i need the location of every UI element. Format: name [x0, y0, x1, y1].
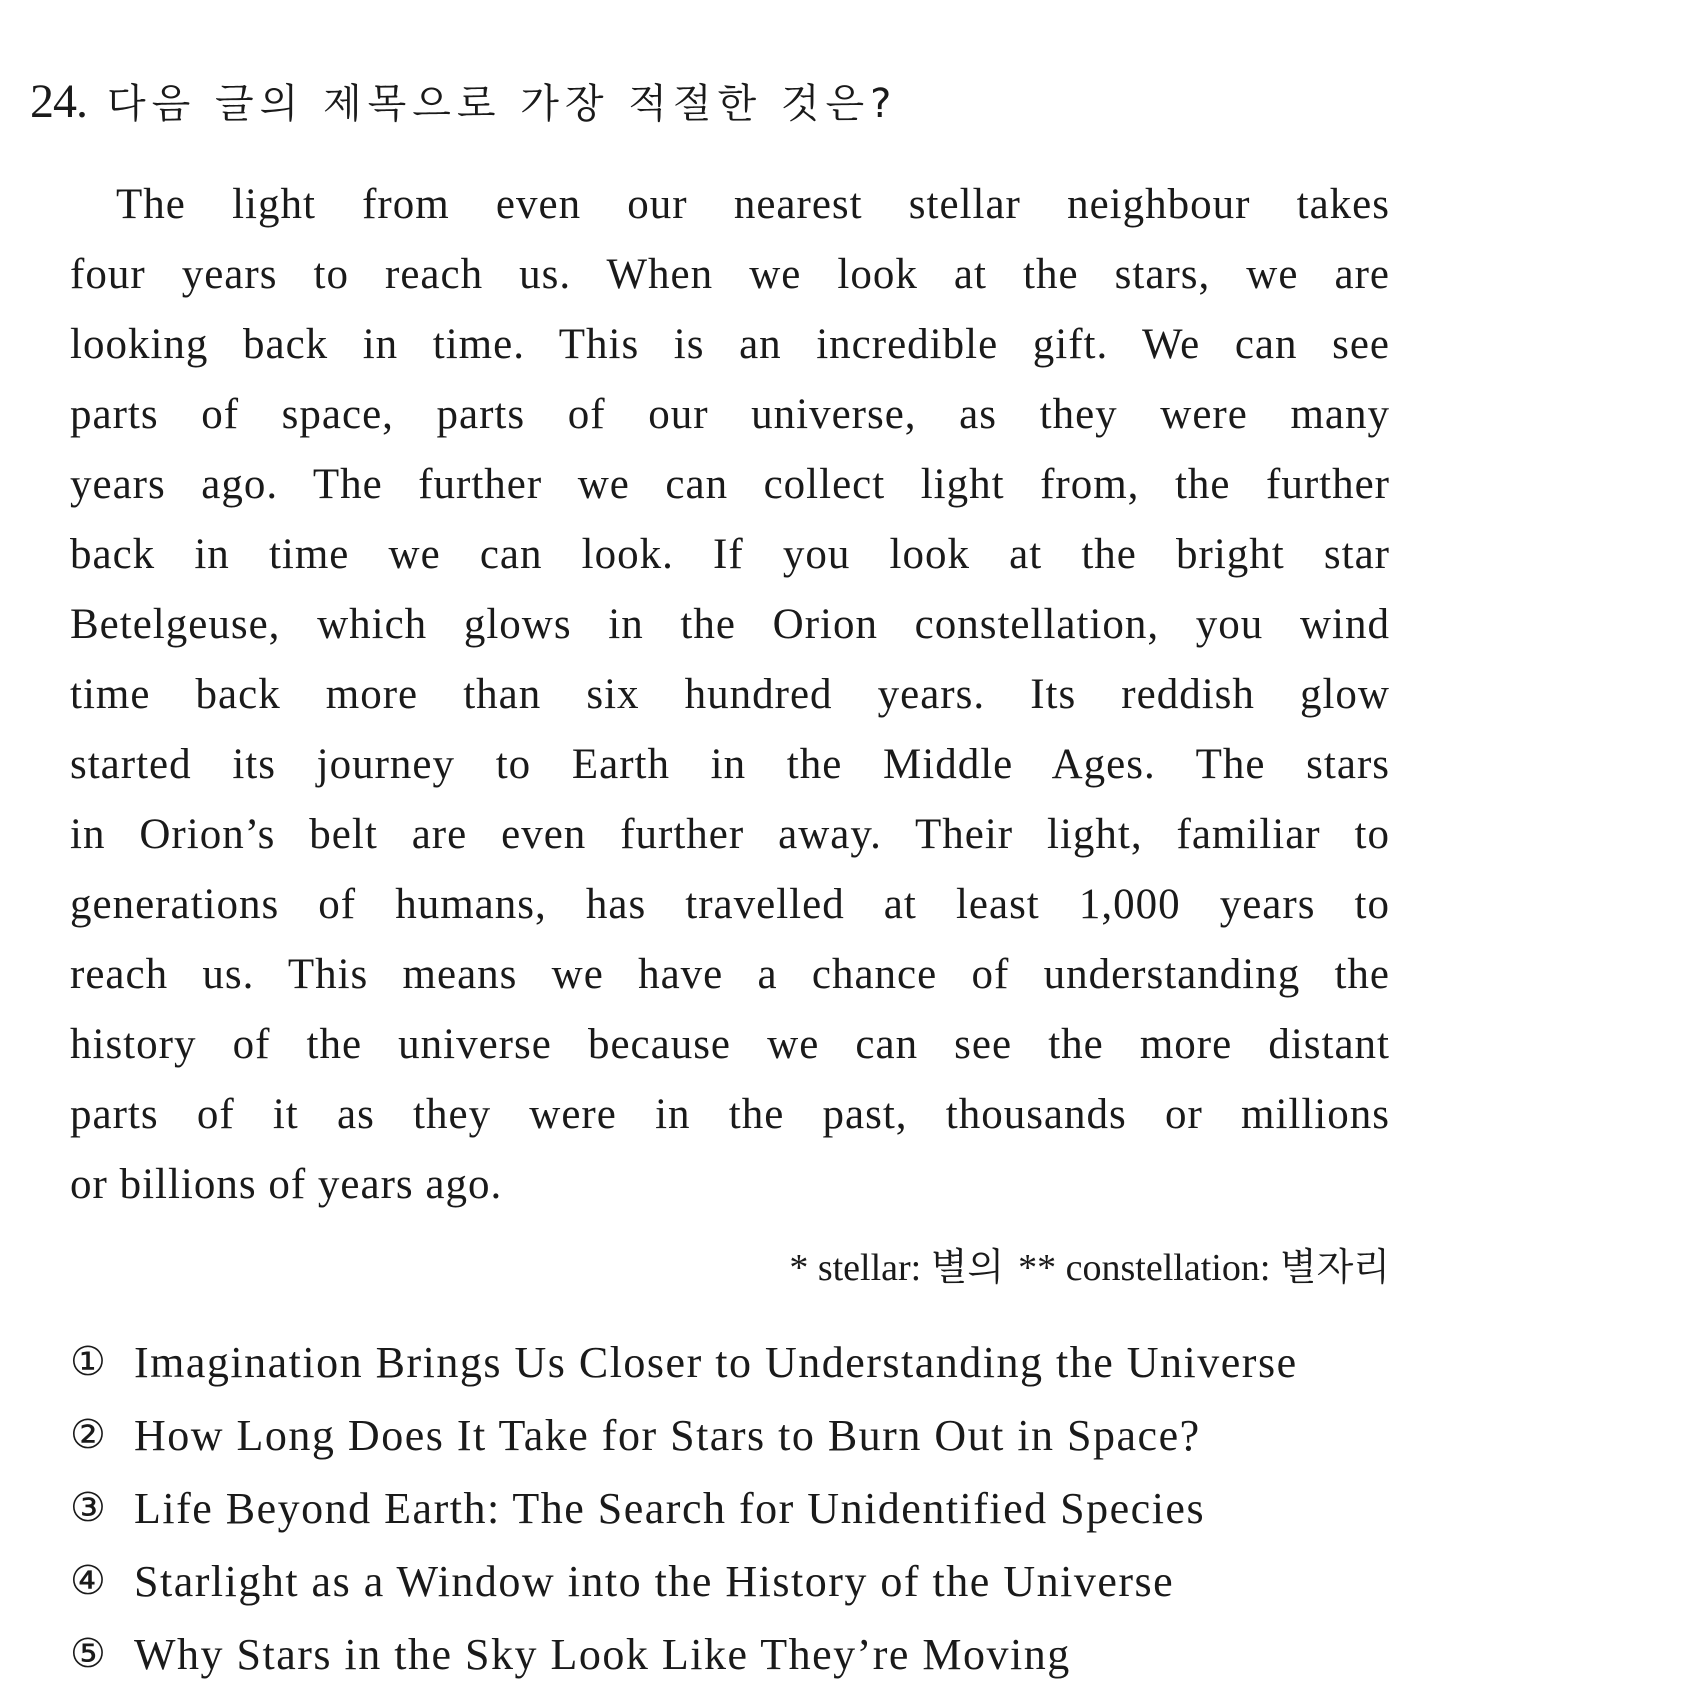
passage-line: parts of space, parts of our universe, as they were many	[70, 391, 1390, 438]
answer-option-5[interactable]	[70, 1618, 1400, 1691]
passage-line: years ago. The further we can collect light from, the further	[70, 461, 1390, 508]
passage-line: parts of it as they were in the past, thousands or millions	[70, 1091, 1390, 1138]
passage-line: started its journey to Earth in the Middle Ages. The stars	[70, 741, 1390, 788]
answer-option-1[interactable]	[70, 1326, 1400, 1399]
option-text: Life Beyond Earth: The Search for Unidentified Species	[134, 1484, 1206, 1533]
passage-line: The light from even our nearest stellar neighbour takes	[116, 181, 1390, 228]
passage-line: generations of humans, has travelled at least 1,000 years to	[70, 881, 1390, 928]
passage-line: looking back in time. This is an incredible gift. We can see	[70, 321, 1390, 368]
answer-option-4[interactable]	[70, 1545, 1400, 1618]
passage-line: four years to reach us. When we look at the stars, we are	[70, 251, 1390, 298]
question-header	[30, 72, 897, 132]
footnote-constellation: ** constellation: 별자리	[1018, 1247, 1390, 1289]
option-marker: ③	[70, 1485, 106, 1531]
question-prompt: 다음 글의 제목으로 가장 적절한 것은?	[107, 81, 898, 127]
passage-line: time back more than six hundred years. Its reddish glow	[70, 671, 1390, 718]
answer-option-2[interactable]	[70, 1399, 1400, 1472]
passage-line: back in time we can look. If you look at the bright star	[70, 531, 1390, 578]
option-text: Why Stars in the Sky Look Like They’re Moving	[134, 1630, 1071, 1679]
passage-line: in Orion’s belt are even further away. Their light, familiar to	[70, 811, 1390, 858]
question-number: 24.	[30, 75, 87, 128]
passage-line: history of the universe because we can see the more distant	[70, 1021, 1390, 1068]
option-marker: ④	[70, 1558, 106, 1604]
footnote	[789, 1238, 1390, 1298]
option-marker: ①	[70, 1339, 106, 1385]
answer-option-3[interactable]	[70, 1472, 1400, 1545]
passage-line: or billions of years ago.	[70, 1161, 503, 1208]
option-marker: ⑤	[70, 1631, 106, 1677]
option-marker: ②	[70, 1412, 106, 1458]
option-text: Starlight as a Window into the History of the Universe	[134, 1557, 1175, 1606]
answer-options	[70, 1326, 1400, 1691]
passage	[70, 170, 1390, 1220]
passage-line: Betelgeuse, which glows in the Orion constellation, you wind	[70, 601, 1390, 648]
passage-line: reach us. This means we have a chance of understanding the	[70, 951, 1390, 998]
option-text: How Long Does It Take for Stars to Burn Out in Space?	[134, 1411, 1201, 1460]
footnote-stellar: * stellar: 별의	[789, 1247, 1005, 1289]
option-text: Imagination Brings Us Closer to Understanding the Universe	[134, 1338, 1298, 1387]
